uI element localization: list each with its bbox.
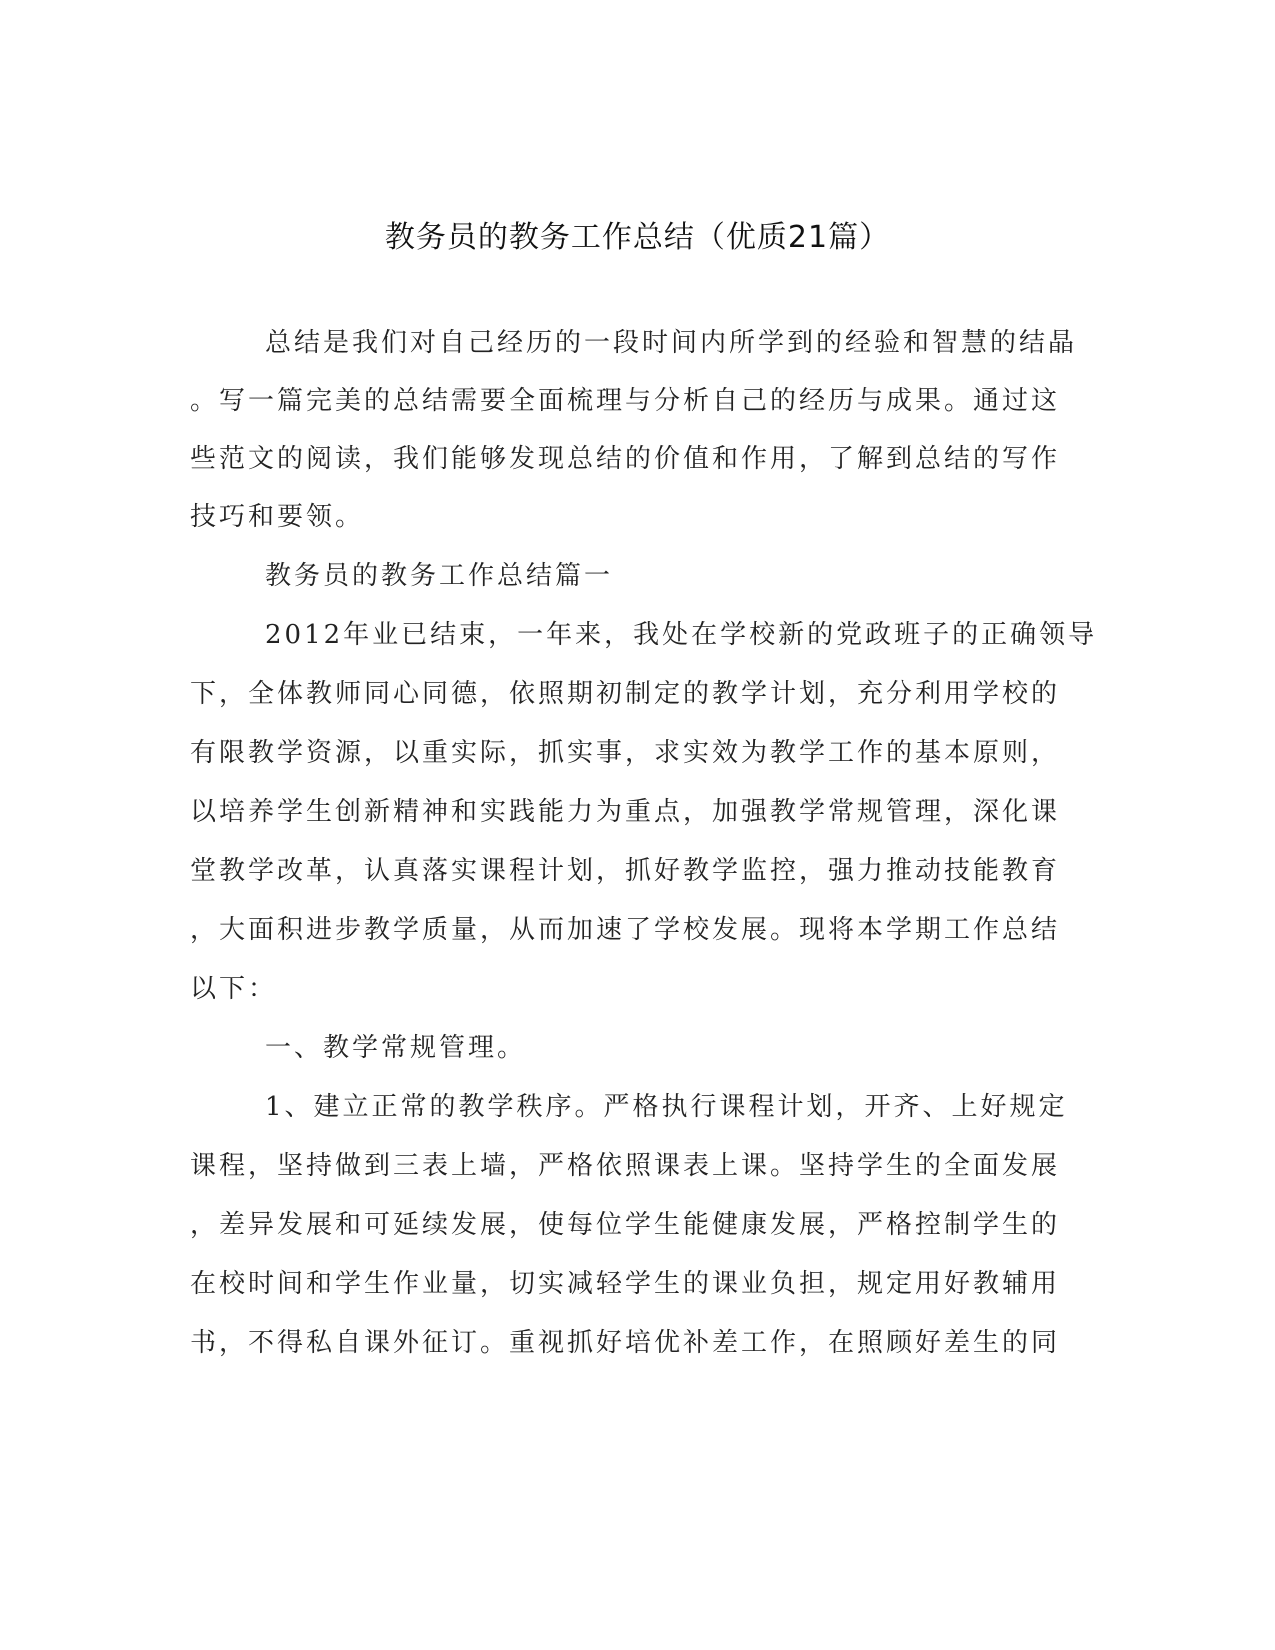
- paragraph-line: 以培养学生创新精神和实践能力为重点，加强教学常规管理，深化课: [190, 797, 1061, 827]
- paragraph-line: 书，不得私自课外征订。重视抓好培优补差工作，在照顾好差生的同: [190, 1328, 1061, 1358]
- subsection-heading: 一、教学常规管理。: [265, 1033, 527, 1063]
- paragraph-line: 总结是我们对自己经历的一段时间内所学到的经验和智慧的结晶: [265, 328, 1078, 358]
- paragraph-line: 1、建立正常的教学秩序。严格执行课程计划，开齐、上好规定: [265, 1092, 1068, 1122]
- paragraph-line: ，差异发展和可延续发展，使每位学生能健康发展，严格控制学生的: [190, 1210, 1061, 1240]
- paragraph-line: 技巧和要领。: [190, 502, 365, 532]
- paragraph-line: 堂教学改革，认真落实课程计划，抓好教学监控，强力推动技能教育: [190, 856, 1061, 886]
- paragraph-line: 。写一篇完美的总结需要全面梳理与分析自己的经历与成果。通过这: [190, 386, 1061, 416]
- document-title: 教务员的教务工作总结（优质21篇）: [384, 220, 891, 255]
- paragraph-line: 有限教学资源，以重实际，抓实事，求实效为教学工作的基本原则，: [190, 738, 1061, 768]
- paragraph-line: 下，全体教师同心同德，依照期初制定的教学计划，充分利用学校的: [190, 679, 1061, 709]
- paragraph-line: 以下：: [190, 974, 278, 1004]
- paragraph-line: 些范文的阅读，我们能够发现总结的价值和作用，了解到总结的写作: [190, 444, 1061, 474]
- paragraph-line: 在校时间和学生作业量，切实减轻学生的课业负担，规定用好教辅用: [190, 1269, 1061, 1299]
- section-heading: 教务员的教务工作总结篇一: [265, 561, 614, 591]
- paragraph-line: 课程，坚持做到三表上墙，严格依照课表上课。坚持学生的全面发展: [190, 1151, 1061, 1181]
- paragraph-line: 2012年业已结束，一年来，我处在学校新的党政班子的正确领导: [265, 620, 1098, 650]
- paragraph-line: ，大面积进步教学质量，从而加速了学校发展。现将本学期工作总结: [190, 915, 1061, 945]
